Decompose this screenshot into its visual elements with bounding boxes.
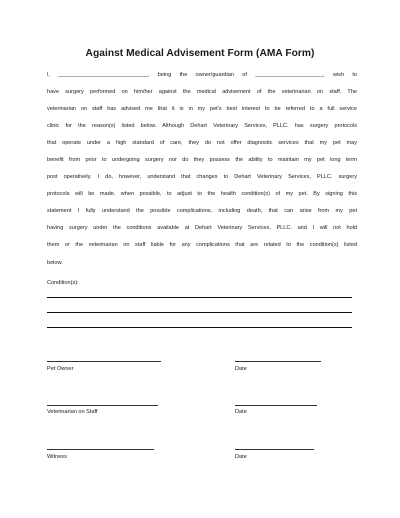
body-line: protocols will be made, when possible, to adjust to the health condition(s) of my pet. By signing this [47,191,357,198]
pet-owner-date-label: Date [235,366,247,372]
body-line: statement I fully understand the possible complications, including death, that can arise from my pet [47,208,357,215]
vet-on-staff-label: Veterinarian on Staff [47,409,98,415]
body-line: benefit from prior to undergoing surgery nor do they possess the ability to maintain my pet long term [47,157,357,164]
body-line: post operatively. I do, however, understand that changes to Dehart Veterinary Services, PLLC. surgery [47,174,357,181]
body-line: veterinarian on staff has advised me that it is in my pet’s best interest to be referred to a full service [47,106,357,113]
body-line: them or the veterinarian on staff liable for any complications that are related to the condition(s) listed [47,242,357,249]
witness-label: Witness [47,454,67,460]
pet-owner-signature-line[interactable] [47,361,161,362]
witness-date-label: Date [235,454,247,460]
pet-owner-date-line[interactable] [235,361,321,362]
conditions-label: Condition(s): [47,280,79,286]
body-line: below. [47,259,63,266]
body-line: having surgery under the conditions available at Dehart Veterinary Services, PLLC. and I will not hold [47,225,357,232]
vet-signature-line[interactable] [47,405,158,406]
pet-owner-label: Pet Owner [47,366,74,372]
condition-line-3[interactable] [47,327,352,328]
vet-date-label: Date [235,409,247,415]
body-line: have surgery performed on him/her against the medical advisement of the veterinarian on staff. The [47,89,357,96]
witness-signature-line[interactable] [47,449,154,450]
form-title: Against Medical Advisement Form (AMA Form) [85,48,315,59]
body-line: that operate under a high standard of care, they do not offer diagnostic services that my pet may [47,140,357,147]
form-body [47,67,357,272]
witness-date-line[interactable] [235,449,314,450]
condition-line-1[interactable] [47,297,352,298]
condition-line-2[interactable] [47,312,352,313]
body-line: I, _____________________________, being the owner/guardian of ______________________, wish to [47,72,357,78]
vet-date-line[interactable] [235,405,317,406]
body-line: clinic for the reason(s) listed below. Although Dehart Veterinary Services, PLLC. has surgery protocols [47,123,357,130]
